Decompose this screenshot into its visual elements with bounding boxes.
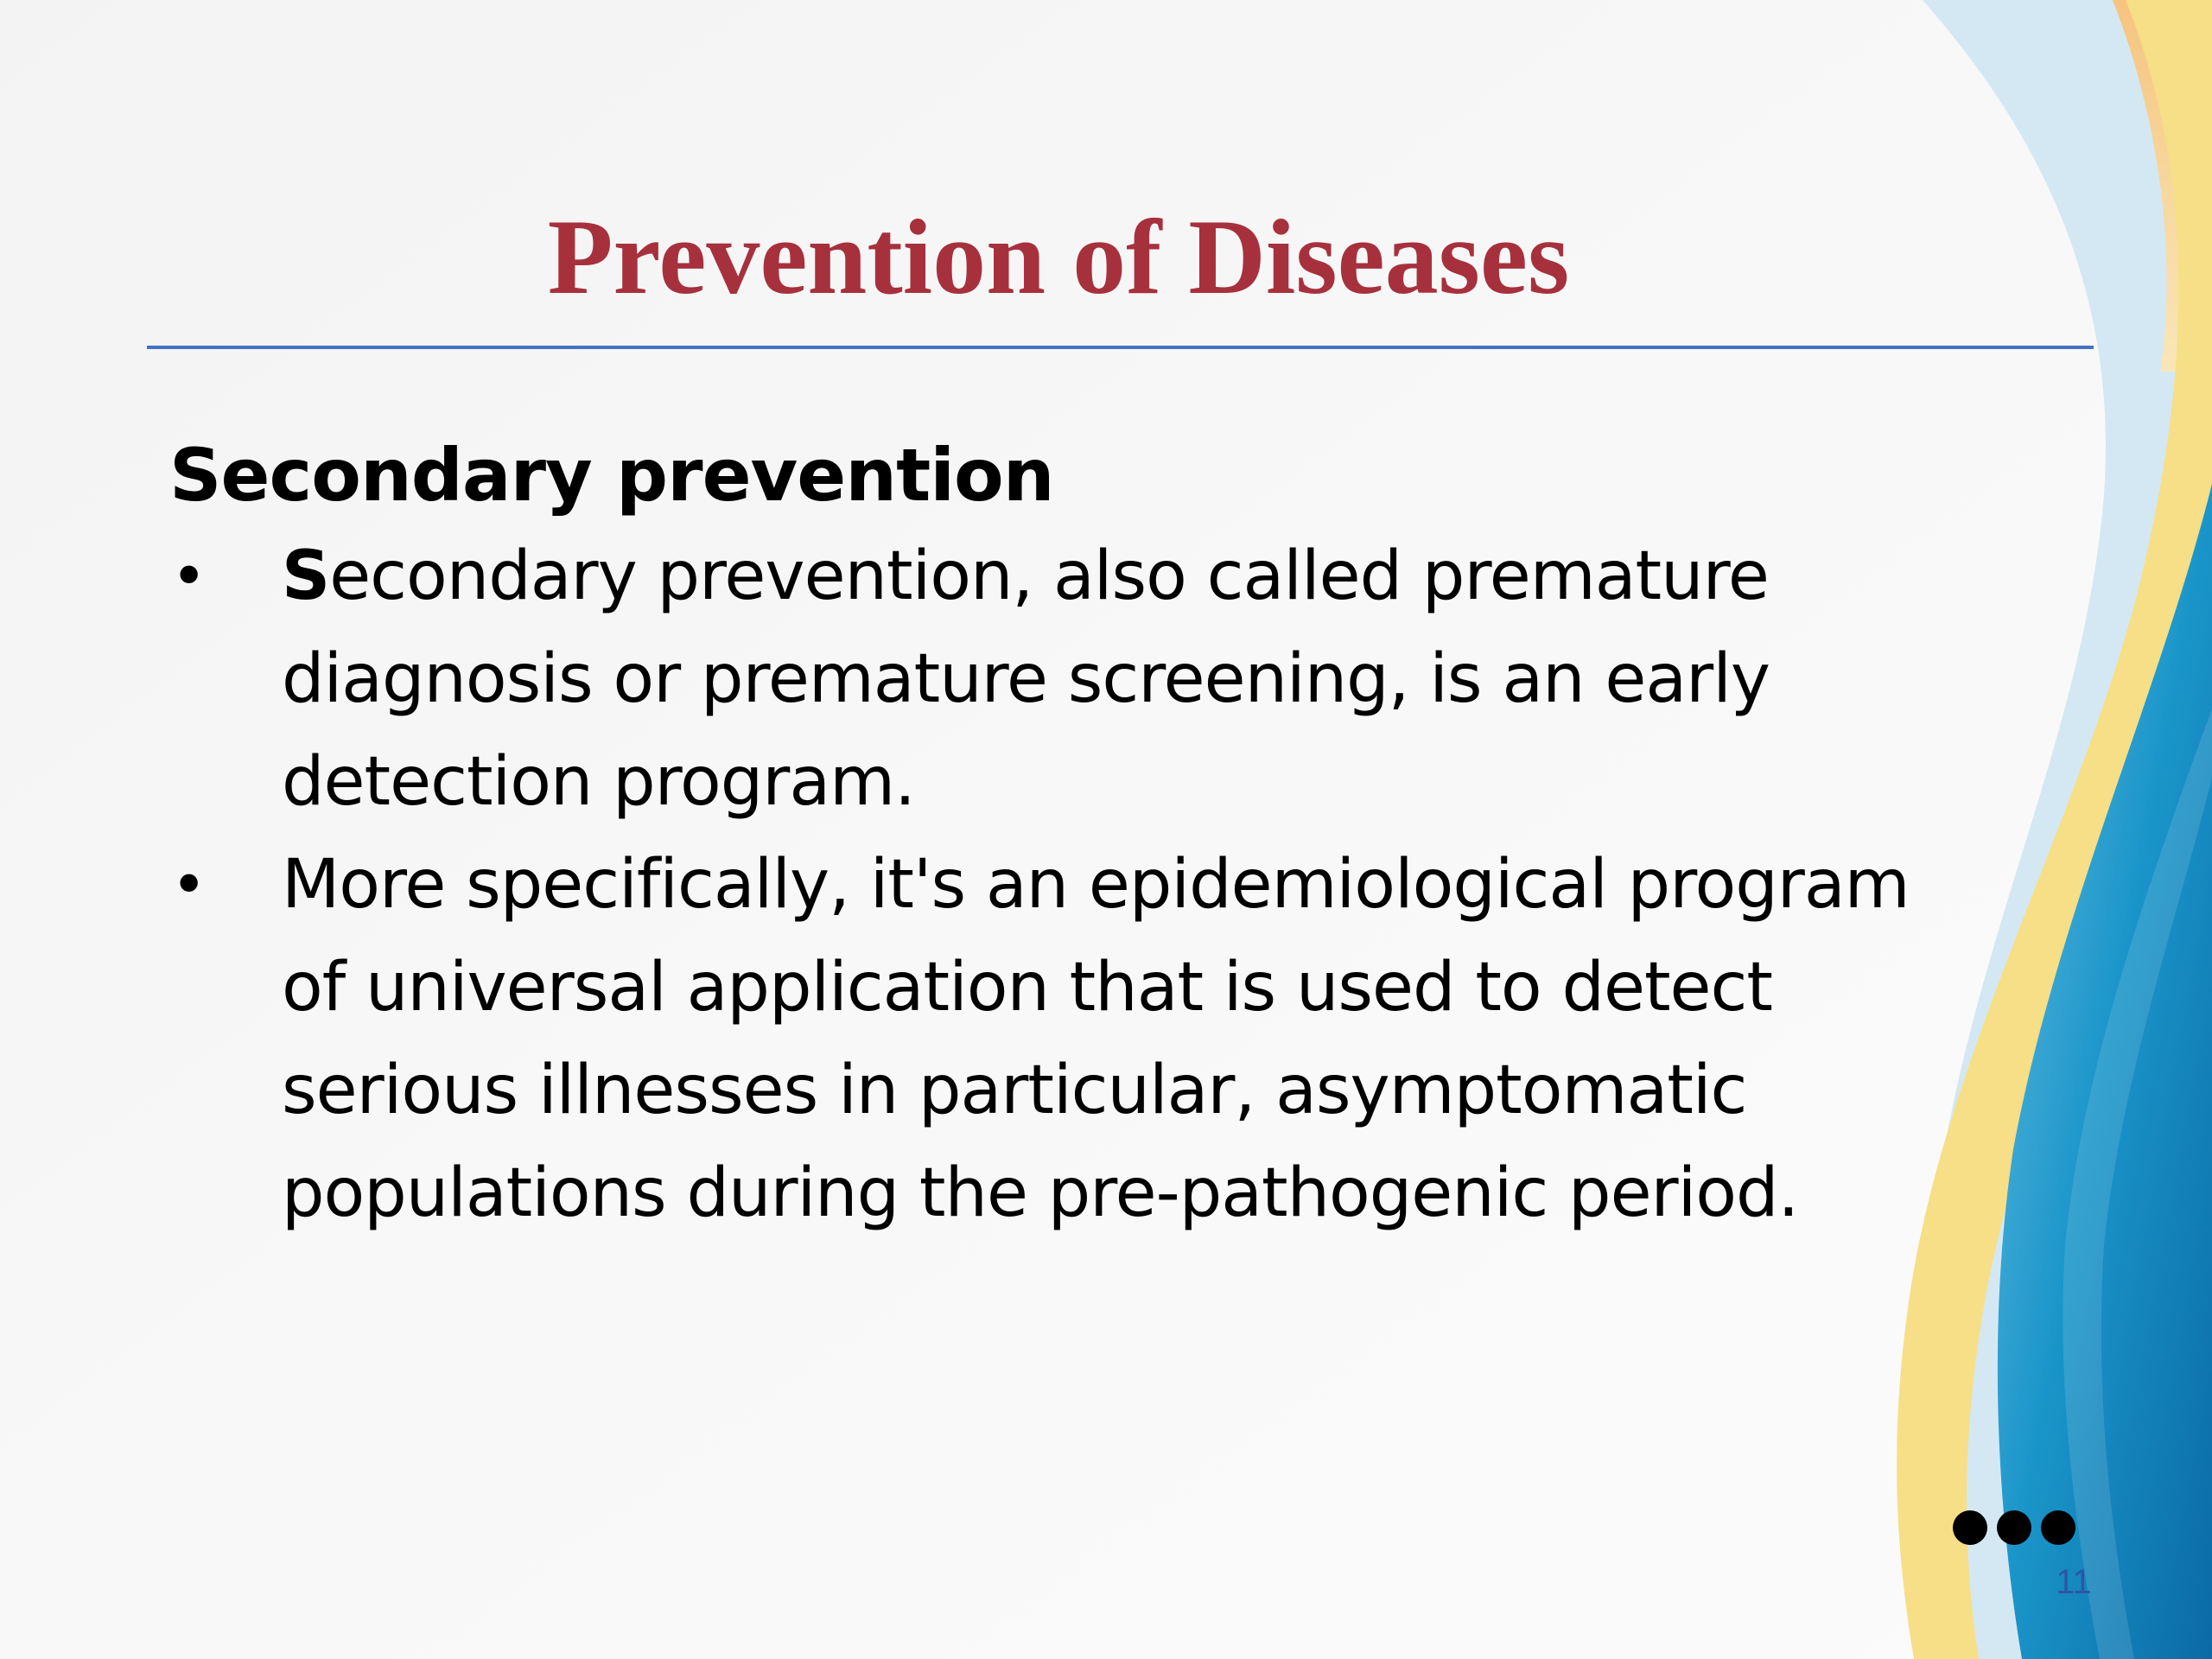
bullet-item xyxy=(169,834,1984,1245)
bullet-dot-icon: • xyxy=(171,541,207,612)
three-dots-icon[interactable] xyxy=(1951,1509,2077,1547)
bullet-item xyxy=(169,525,1984,834)
slide-title: Prevention of Diseases xyxy=(547,198,1570,316)
slide-content xyxy=(169,425,1984,1245)
bullet-text: econdary prevention, also called premature diagnosis or premature screening, is an early detection program. xyxy=(282,537,1770,821)
bullet-dot-icon: • xyxy=(171,849,207,920)
section-subheading: Secondary prevention xyxy=(169,433,1054,518)
page-number: 11 xyxy=(2056,1563,2092,1601)
bullet-list xyxy=(169,525,1984,1245)
bullet-lead-letter: S xyxy=(282,537,330,615)
title-divider xyxy=(147,346,2094,349)
bullet-text: More specifically, it's an epidemiological program of universal application that is used to detect serious illnesses in particular, asymptomatic populations during the pre-pathogenic period. xyxy=(282,846,1910,1232)
